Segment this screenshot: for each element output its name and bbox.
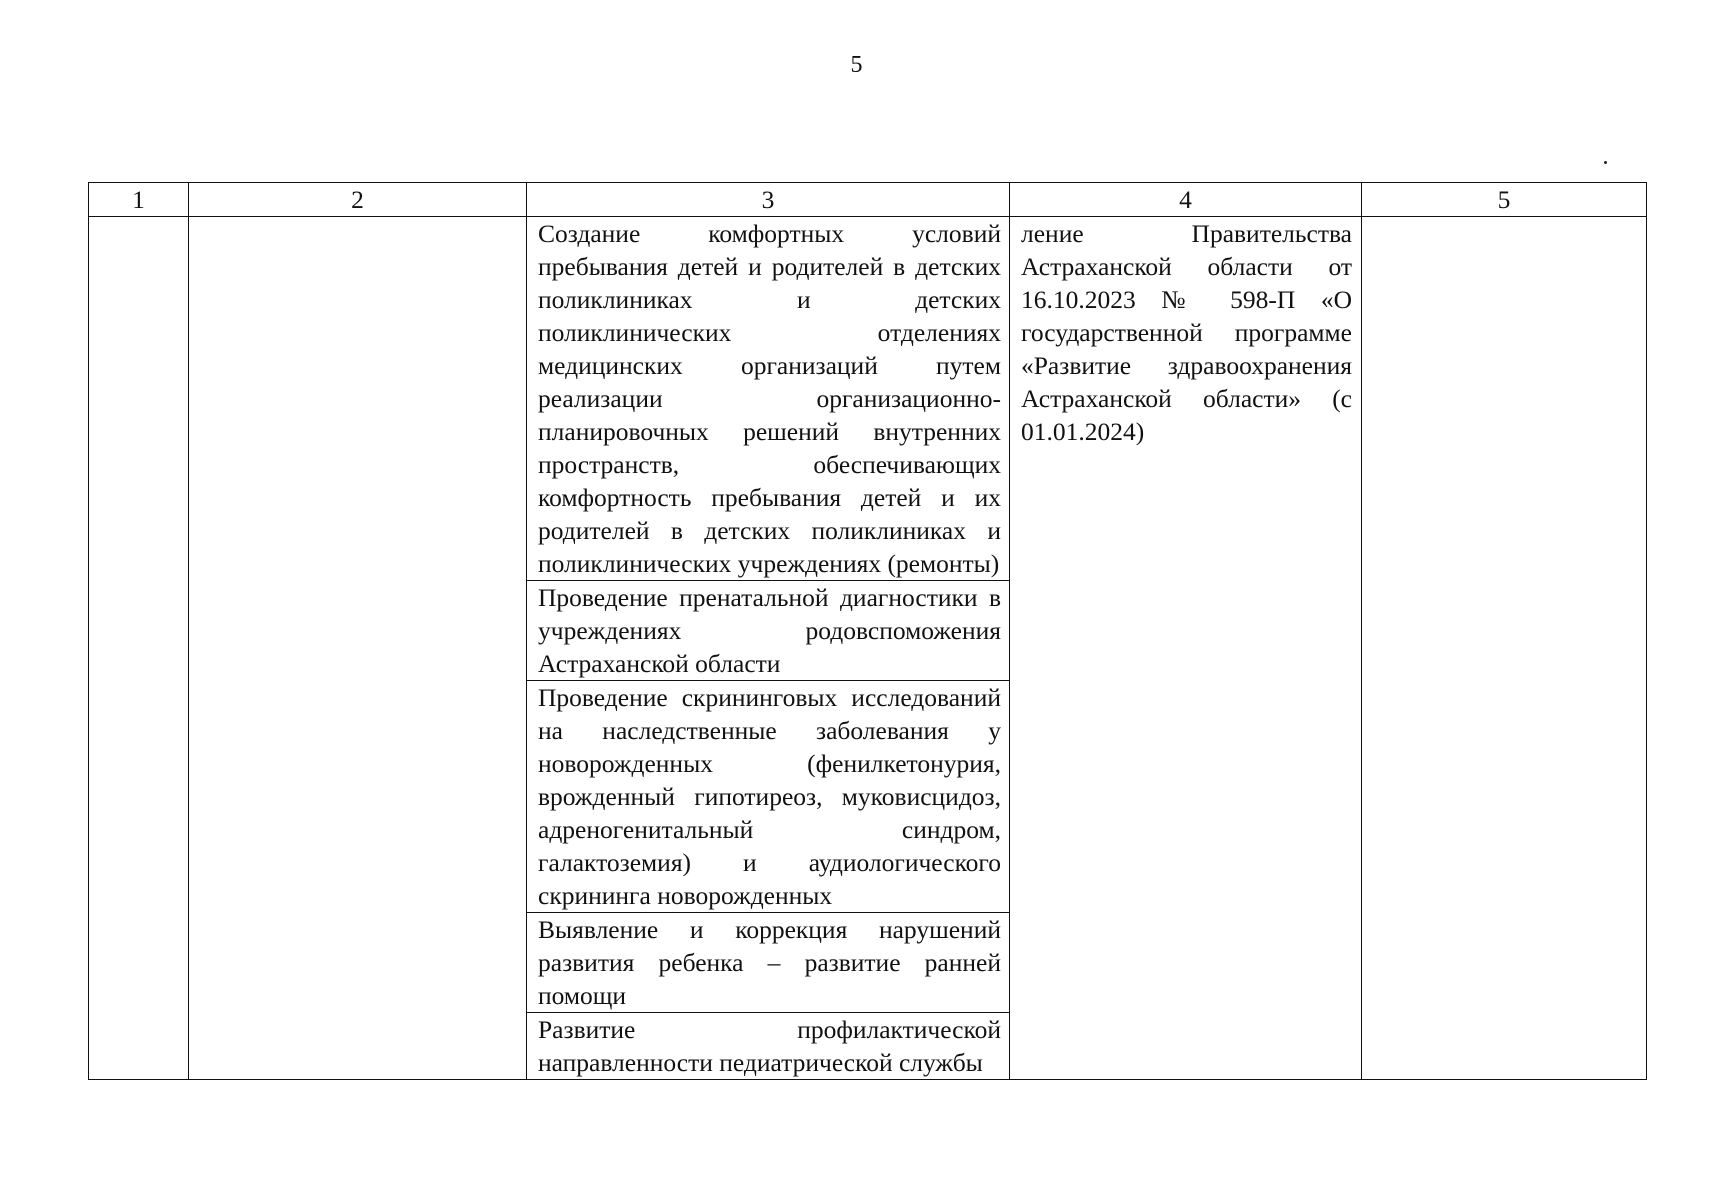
column-3-text: Выявление и коррекция нарушений развития ребенка – развитие ранней помощи	[538, 915, 1001, 1010]
column-header-2: 2	[189, 183, 527, 217]
column-3-cell-prenatal-diagnostics	[527, 581, 1010, 681]
column-3-text: Проведение скрининговых исследований на наследственные заболевания у новорожденных (фенилкетонурия, врожденный гипотиреоз, муковисцидоз, адреногенитальный синдром, галактоземия) и аудиологического скрининга новорожденных	[538, 683, 1001, 910]
column-3-cell-early-help	[527, 913, 1010, 1013]
column-1-cell	[89, 217, 189, 1080]
column-4-text: ление Правительства Астраханской области от 16.10.2023 № 598-П «О государственной программе «Развитие здравоохранения Астраханской области» (с 01.01.2024)	[1021, 219, 1352, 446]
column-3-cell-newborn-screening	[527, 681, 1010, 913]
scan-speck	[1604, 161, 1607, 164]
column-3-cell-preventive-pediatrics	[527, 1013, 1010, 1080]
document-table	[88, 182, 1647, 1080]
column-3-text: Развитие профилактической направленности педиатрической службы	[538, 1015, 1001, 1077]
column-5-cell	[1362, 217, 1647, 1080]
table-header-row	[89, 183, 1647, 217]
column-header-1: 1	[89, 183, 189, 217]
column-header-3: 3	[527, 183, 1010, 217]
page-number: 5	[850, 52, 863, 78]
table-row	[89, 217, 1647, 581]
column-3-cell-comfort-conditions	[527, 217, 1010, 581]
column-3-text: Проведение пренатальной диагностики в учреждениях родовспоможения Астраханской области	[538, 583, 1001, 678]
column-header-4: 4	[1010, 183, 1362, 217]
column-3-text: Создание комфортных условий пребывания детей и родителей в детских поликлиниках и детских поликлинических отделениях медицинских организаций путем реализации организационно-планировочных решений внутренних пространств, обеспечивающих комфортность пребывания детей и их родителей в детских поликлиниках и поликлинических учреждениях (ремонты)	[538, 219, 1001, 578]
column-header-5: 5	[1362, 183, 1647, 217]
column-4-cell	[1010, 217, 1362, 1080]
column-2-cell	[189, 217, 527, 1080]
